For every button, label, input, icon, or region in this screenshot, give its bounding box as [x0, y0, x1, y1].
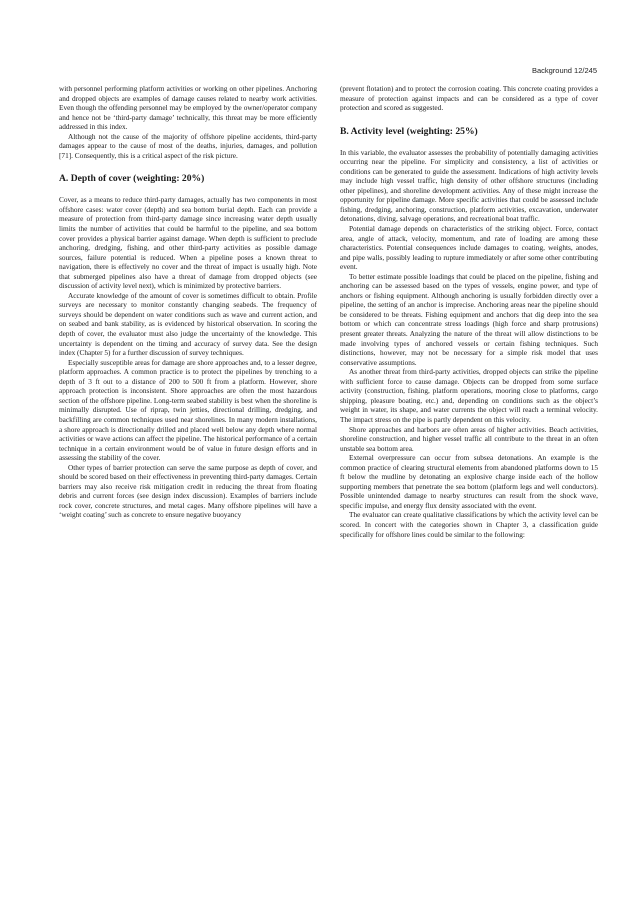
paragraph: (prevent flotation) and to protect the corrosion coating. This concrete coating provides a measure of protection against impacts and can be considered as a type of cover protection and scored as suggested. [340, 84, 598, 113]
paragraph: Although not the cause of the majority of offshore pipeline accidents, third-party damages appear to the cause of most of the deaths, injuries, damages, and pollution [71]. Consequently, this is a critical aspect of the risk picture. [59, 131, 317, 160]
running-head: Background 12/245 [531, 66, 597, 75]
paragraph: External overpressure can occur from subsea detonations. An example is the common practice of clearing structural elements from abandoned platforms down to 15 ft below the mudline by detonating an explosive charge inside each of the hollow supporting members that penetrate the sea bottom (platform legs and well conductors). Possible unintended damage to nearby structures can result from the shock wave, specific impulse, and energy flux density associated with the event. [340, 453, 598, 510]
paragraph: Accurate knowledge of the amount of cover is sometimes difficult to obtain. Profile surveys are necessary to monitor constantly changing seabeds. The frequency of surveys should be dependent on water conditions such as wave and current action, and on seabed and bank stability, as is evidenced by historical observation. In scoring the depth of cover, the evaluator must also judge the uncertainty of the knowledge. This uncertainty is dependent on the timing and accuracy of survey data. See the design index (Chapter 5) for a further discussion of survey techniques. [59, 290, 317, 358]
paragraph: Other types of barrier protection can serve the same purpose as depth of cover, and should be scored based on their effectiveness in preventing third-party damages. Certain barriers may also receive risk mitigation credit in reducing the threat from floating debris and current forces (see design index discussion). Examples of barriers include rock cover, concrete structures, and metal cages. Many offshore pipelines will have a ‘weight coating’ such as concrete to ensure negative buoyancy [59, 462, 317, 520]
right-column [340, 84, 598, 539]
paragraph: Especially susceptible areas for damage are shore approaches and, to a lesser degree, platform approaches. A common practice is to protect the pipelines by trenching to a depth of 3 ft out to a distance of 200 to 500 ft from a platform. However, shore approach protection is inconsistent. Shore approaches are often the most hazardous section of the offshore pipeline. Long-term seabed stability is best when the shoreline is minimally disrupted. Use of riprap, twin jetties, directional drilling, dredging, and backfilling are common techniques used near shorelines. In many modern installations, a shore approach is directionally drilled and placed well below any depth where normal activities or wave actions can affect the pipeline. The historical performance of a certain technique in a certain environment would be of value in future design efforts and in assessing the stability of the cover. [59, 357, 317, 463]
paragraph: Shore approaches and harbors are often areas of higher activities. Beach activities, shoreline construction, and higher vessel traffic all contribute to the threat in an often unstable sea bottom area. [340, 424, 598, 453]
paragraph: The evaluator can create qualitative classifications by which the activity level can be scored. In concert with the categories shown in Chapter 3, a classification guide specifically for offshore lines could be similar to the following: [340, 510, 598, 539]
section-heading-activity-level: B. Activity level (weighting: 25%) [340, 125, 478, 137]
left-column [59, 84, 317, 520]
paragraph: Potential damage depends on characteristics of the striking object. Force, contact area, angle of attack, velocity, momentum, and rate of loading are among these characteristics. Potential consequences include damages to coating, weights, anodes, and pipe walls, possibly leading to rupture immediately or after some other contributing event. [340, 224, 598, 272]
paragraph: Cover, as a means to reduce third-party damages, actually has two components in most offshore cases: water cover (depth) and sea bottom burial depth. Each can provide a measure of protection from third-party damage since increasing water depth usually limits the number of activities that could be harmful to the pipeline, and sea bottom cover provides a physical barrier against damage. When depth is sufficient to preclude anchoring, dredging, fishing, and other third-party activities as possible damage sources, failure potential is reduced. When a pipeline poses a known threat to navigation, there is effectively no cover and the threat of impact is usually high. Note that submerged pipelines also have a threat of damage from dropped objects (see discussion of activity level next), which is minimized by protective barriers. [59, 195, 317, 291]
paragraph: with personnel performing platform activities or working on other pipelines. Anchoring and dropped objects are examples of damage causes related to nearby work activities. Even though the offending personnel may be employed by the owner/operator company and hence not be ‘third-party damage’ technically, this threat may be more efficiently addressed in this index. [59, 84, 317, 132]
paragraph: In this variable, the evaluator assesses the probability of potentially damaging activities occurring near the pipeline. For simplicity and consistency, a list of activities or conditions can be generated to guide the assessment. Indications of high activity levels may include high vessel traffic, high density of other offshore structures (including other pipelines), and shoreline development activities. Any of these might increase the opportunity for pipeline damage. More specific activities that could be assessed include fishing, dredging, anchoring, construction, platform activities, excavation, underwater detonations, diving, salvage operations, and recreational boat traffic. [340, 147, 598, 224]
paragraph: To better estimate possible loadings that could be placed on the pipeline, fishing and anchoring can be assessed based on the types of vessels, engine power, and type of anchors or fishing equipment. Although anchoring is usually forbidden directly over a pipeline, the setting of an anchor is imprecise. Anchoring areas near the pipeline should be considered to be threats. Fishing equipment and anchors that dig deep into the sea bottom or which can concentrate stress loadings (high force and sharp protrusions) present greater threats. Analyzing the nature of the threat will allow distinctions to be made involving types of anchored vessels or certain fishing techniques. Such distinctions, however, may not be necessary for a simple risk model that uses conservative assumptions. [340, 271, 598, 367]
section-heading-depth-of-cover: A. Depth of cover (weighting: 20%) [59, 173, 205, 185]
paragraph: As another threat from third-party activities, dropped objects can strike the pipeline with sufficient force to cause damage. Objects can be dropped from some surface activity (construction, fishing, platform operations, mooring close to platforms, cargo shipping, pleasure boating, etc.) and, depending on conditions such as the object’s weight in water, its shape, and water currents the object will reach a terminal velocity. The impact stress on the pipe is partly dependent on this velocity. [340, 367, 598, 424]
